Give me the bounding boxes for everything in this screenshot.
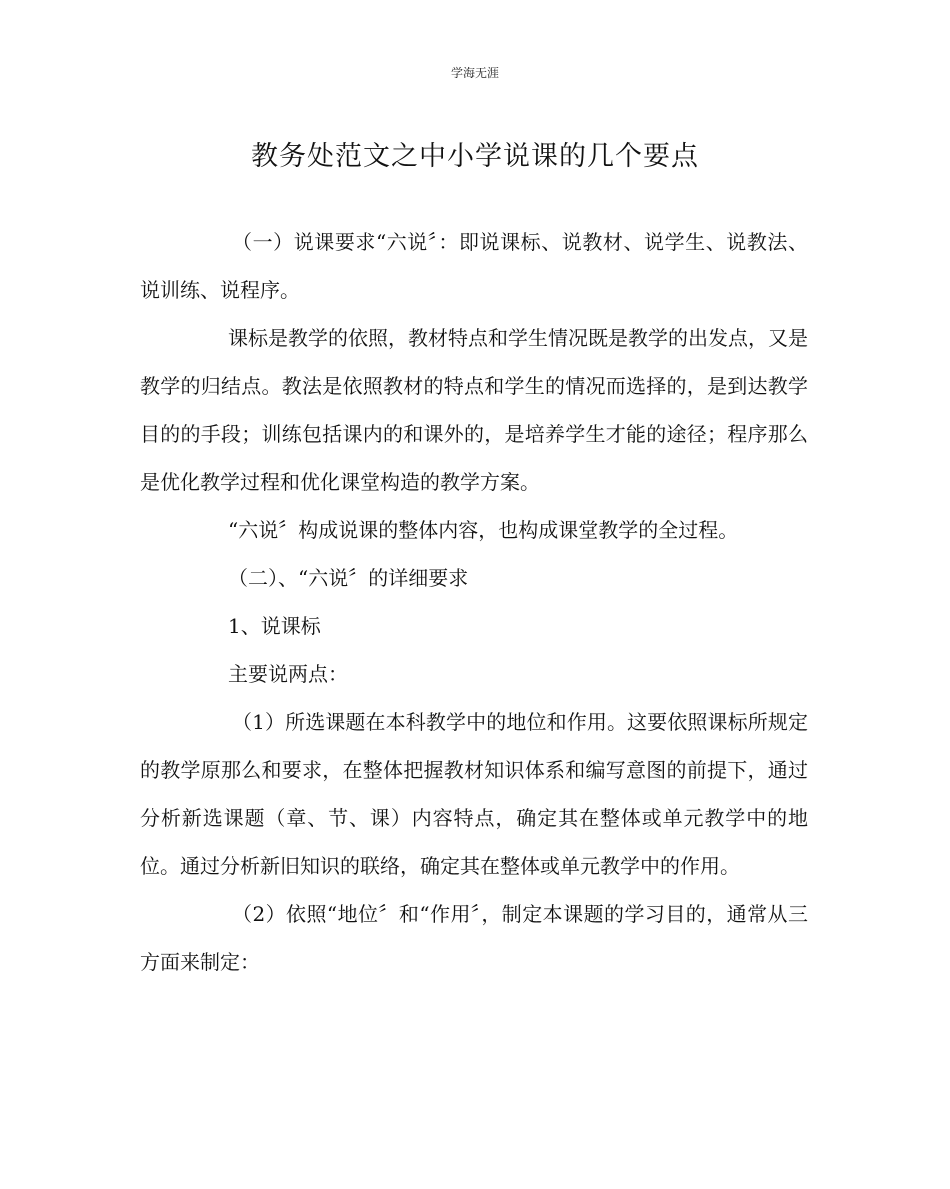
- paragraph-item-1-heading: 1、说课标: [228, 614, 321, 638]
- paragraph-six-overview: “六说〞构成说课的整体内容，也构成课堂教学的全过程。: [228, 518, 739, 542]
- paragraph-point-1: （1）所选课题在本科教学中的地位和作用。这要依照课标所规定的教学原那么和要求，在整体把握教材知识体系和编写意图的前提下，通过分析新选课题（章、节、课）内容特点，确定其在整体或单元教学中的地位。通过分析新旧知识的联络，确定其在整体或单元教学中的作用。: [140, 710, 808, 878]
- paragraph-section-two-heading: （二）、“六说〞的详细要求: [228, 566, 469, 590]
- running-header: 学海无涯: [450, 66, 499, 80]
- paragraph-six-requirements: （一）说课要求“六说〞：即说课标、说教材、说学生、说教法、说训练、说程序。: [140, 230, 808, 302]
- paragraph-point-2: （2）依照“地位〞和“作用〞，制定本课题的学习目的，通常从三方面来制定：: [140, 902, 808, 974]
- document-body: [140, 218, 808, 986]
- paragraph-curriculum-basis: 课标是教学的依照，教材特点和学生情况既是教学的出发点，又是教学的归结点。教法是依照教材的特点和学生的情况而选择的，是到达教学目的的手段；训练包括课内的和课外的，是培养学生才能的途径；程序那么是优化教学过程和优化课堂构造的教学方案。: [140, 326, 808, 494]
- page-title: 教务处范文之中小学说课的几个要点: [251, 141, 699, 172]
- paragraph-two-points: 主要说两点：: [228, 662, 348, 686]
